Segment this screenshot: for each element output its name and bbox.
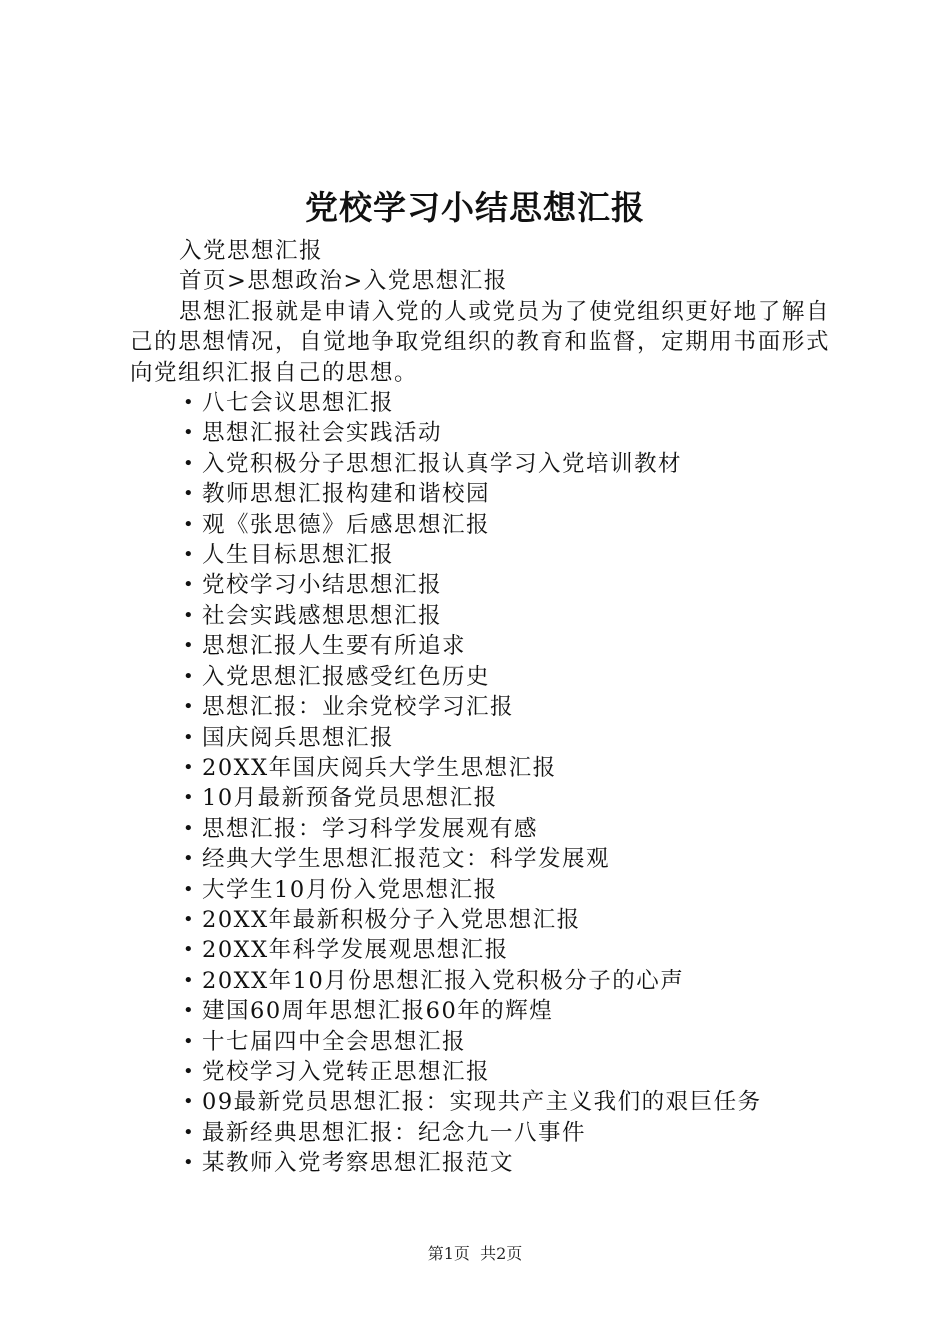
category-label: 入党思想汇报: [179, 238, 324, 264]
bullet-icon: •: [183, 787, 196, 809]
bullet-icon: •: [183, 574, 196, 596]
related-link-text[interactable]: 20XX年科学发展观思想汇报: [202, 937, 509, 964]
bullet-icon: •: [183, 848, 196, 870]
related-link-item[interactable]: [130, 996, 830, 1026]
related-link-text[interactable]: 人生目标思想汇报: [202, 542, 395, 569]
related-link-item[interactable]: [130, 1148, 830, 1178]
related-link-item[interactable]: [130, 418, 830, 448]
related-link-item[interactable]: [130, 510, 830, 540]
related-link-text[interactable]: 党校学习小结思想汇报: [202, 572, 443, 599]
related-link-item[interactable]: [130, 388, 830, 418]
related-link-item[interactable]: [130, 570, 830, 600]
related-link-text[interactable]: 思想汇报：学习科学发展观有感: [202, 815, 539, 842]
bullet-icon: •: [183, 878, 196, 900]
bullet-icon: •: [183, 969, 196, 991]
bullet-icon: •: [183, 392, 196, 414]
related-link-text[interactable]: 建国60周年思想汇报60年的辉煌: [202, 998, 554, 1025]
bullet-icon: •: [183, 1121, 196, 1143]
related-link-text[interactable]: 20XX年国庆阅兵大学生思想汇报: [202, 754, 557, 781]
related-link-text[interactable]: 党校学习入党转正思想汇报: [202, 1058, 491, 1085]
bullet-icon: •: [183, 817, 196, 839]
related-link-text[interactable]: 大学生10月份入党思想汇报: [202, 876, 498, 903]
related-link-item[interactable]: [130, 1118, 830, 1148]
related-link-item[interactable]: [130, 631, 830, 661]
related-link-text[interactable]: 20XX年10月份思想汇报入党积极分子的心声: [202, 967, 685, 994]
related-link-item[interactable]: [130, 783, 830, 813]
bullet-icon: •: [183, 452, 196, 474]
related-link-text[interactable]: 最新经典思想汇报：纪念九一八事件: [202, 1119, 587, 1146]
related-link-text[interactable]: 社会实践感想思想汇报: [202, 602, 443, 629]
bullet-icon: •: [183, 635, 196, 657]
related-link-item[interactable]: [130, 692, 830, 722]
bullet-icon: •: [183, 544, 196, 566]
related-link-item[interactable]: [130, 662, 830, 692]
related-link-text[interactable]: 某教师入党考察思想汇报范文: [202, 1150, 515, 1177]
related-link-item[interactable]: [130, 1057, 830, 1087]
intro-paragraph: 思想汇报就是申请入党的人或党员为了使党组织更好地了解自己的思想情况，自觉地争取党组织的教育和监督，定期用书面形式向党组织汇报自己的思想。: [130, 298, 830, 386]
related-link-text[interactable]: 八七会议思想汇报: [202, 390, 395, 417]
related-link-text[interactable]: 教师思想汇报构建和谐校园: [202, 481, 491, 508]
related-link-item[interactable]: [130, 723, 830, 753]
document-body: [130, 236, 830, 1179]
page-footer: [0, 1243, 950, 1265]
bullet-icon: •: [183, 1091, 196, 1113]
bullet-icon: •: [183, 1000, 196, 1022]
related-link-item[interactable]: [130, 449, 830, 479]
bullet-icon: •: [183, 756, 196, 778]
related-link-item[interactable]: [130, 479, 830, 509]
page-number: 第1页 共2页: [427, 1244, 523, 1263]
related-link-item[interactable]: [130, 1087, 830, 1117]
related-link-text[interactable]: 思想汇报：业余党校学习汇报: [202, 694, 515, 721]
related-link-item[interactable]: [130, 753, 830, 783]
bullet-icon: •: [183, 513, 196, 535]
related-link-text[interactable]: 20XX年最新积极分子入党思想汇报: [202, 906, 581, 933]
bullet-icon: •: [183, 483, 196, 505]
bullet-icon: •: [183, 939, 196, 961]
related-link-item[interactable]: [130, 814, 830, 844]
related-link-text[interactable]: 入党积极分子思想汇报认真学习入党培训教材: [202, 450, 683, 477]
related-link-item[interactable]: [130, 1027, 830, 1057]
bullet-icon: •: [183, 696, 196, 718]
related-link-item[interactable]: [130, 905, 830, 935]
related-link-text[interactable]: 10月最新预备党员思想汇报: [202, 785, 498, 812]
related-link-item[interactable]: [130, 935, 830, 965]
related-link-text[interactable]: 观《张思德》后感思想汇报: [202, 511, 491, 538]
related-link-item[interactable]: [130, 875, 830, 905]
page-title: 党校学习小结思想汇报: [305, 188, 645, 227]
related-link-text[interactable]: 思想汇报人生要有所追求: [202, 633, 467, 660]
bullet-icon: •: [183, 665, 196, 687]
related-link-text[interactable]: 思想汇报社会实践活动: [202, 420, 443, 447]
related-link-item[interactable]: [130, 844, 830, 874]
related-link-text[interactable]: 国庆阅兵思想汇报: [202, 724, 395, 751]
related-link-item[interactable]: [130, 601, 830, 631]
related-link-text[interactable]: 09最新党员思想汇报：实现共产主义我们的艰巨任务: [202, 1089, 762, 1116]
bullet-icon: •: [183, 1060, 196, 1082]
related-link-item[interactable]: [130, 540, 830, 570]
bullet-icon: •: [183, 604, 196, 626]
related-link-text[interactable]: 十七届四中全会思想汇报: [202, 1028, 467, 1055]
bullet-icon: •: [183, 1030, 196, 1052]
related-link-item[interactable]: [130, 966, 830, 996]
breadcrumb: 首页>思想政治>入党思想汇报: [179, 268, 508, 295]
related-link-text[interactable]: 入党思想汇报感受红色历史: [202, 663, 491, 690]
bullet-icon: •: [183, 422, 196, 444]
bullet-icon: •: [183, 1152, 196, 1174]
bullet-icon: •: [183, 908, 196, 930]
related-links-list: [130, 388, 830, 1179]
related-link-text[interactable]: 经典大学生思想汇报范文：科学发展观: [202, 846, 611, 873]
bullet-icon: •: [183, 726, 196, 748]
